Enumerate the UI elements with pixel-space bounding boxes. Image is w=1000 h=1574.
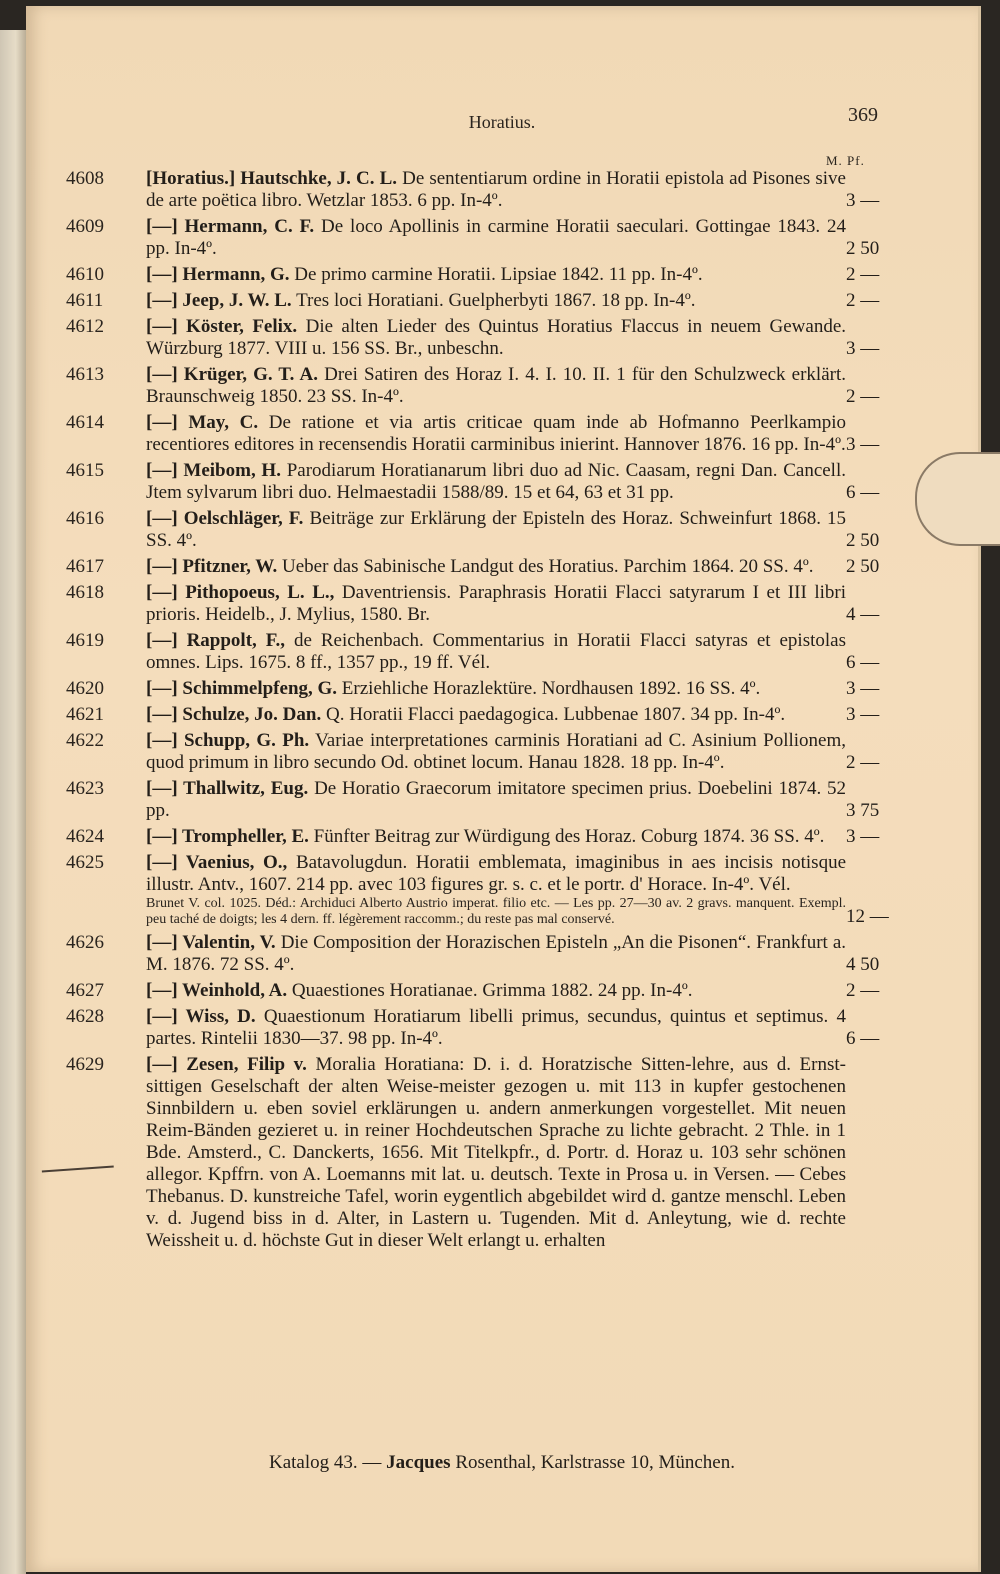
price-column-header: M. Pf. — [826, 153, 865, 168]
entry-number: 4621 — [66, 704, 104, 725]
catalog-entry — [66, 826, 936, 848]
footer-address: Rosenthal, Karlstrasse 10, München. — [455, 1452, 735, 1473]
entry-description: Die alten Lieder des Quintus Horatius Flaccus in neuem Gewande. Würzburg 1877. VIII u. 156 SS. Br., unbeschn. — [146, 316, 847, 359]
entry-number: 4624 — [66, 826, 104, 847]
entry-price: 3 — — [846, 826, 880, 847]
entry-number: 4611 — [66, 290, 104, 311]
entry-number: 4618 — [66, 582, 104, 603]
entry-author: [—] Valentin, V. — [146, 932, 276, 953]
entry-author: [—] Zesen, Filip v. — [146, 1054, 307, 1075]
entry-number: 4613 — [66, 364, 104, 385]
entry-text — [146, 630, 846, 674]
entry-description: Drei Satiren des Horaz I. 4. I. 10. II. 1 für den Schulzweck erklärt. Braunschweig 1850. 23 SS. In-4º. — [146, 364, 847, 407]
entry-description: Erziehliche Horazlektüre. Nordhausen 1892. 16 SS. 4º. — [341, 678, 761, 699]
catalog-entry — [66, 168, 936, 212]
entry-description: De Horatio Graecorum imitatore specimen prius. Doebelini 1874. 52 pp. — [146, 778, 847, 821]
entry-description: Die Composition der Horazischen Episteln „An die Pisonen“. Frankfurt a. M. 1876. 72 SS. 4º. — [146, 932, 847, 975]
catalog-entry — [66, 264, 936, 286]
entry-author: [—] Krüger, G. T. A. — [146, 364, 318, 385]
entry-author: [—] May, C. — [146, 412, 259, 433]
catalog-entry — [66, 852, 936, 928]
entry-author: [—] Schupp, G. Ph. — [146, 730, 310, 751]
entry-number: 4615 — [66, 460, 104, 481]
entry-price: 3 — — [846, 678, 880, 699]
entry-number: 4610 — [66, 264, 104, 285]
page-number: 369 — [848, 104, 878, 126]
entry-description: Daventriensis. Paraphrasis Horatii Flacci satyrarum I et III libri prioris. Heidelb., J. Mylius, 1580. Br. — [146, 582, 846, 625]
entry-text — [146, 582, 846, 626]
catalog-entry — [66, 290, 936, 312]
entry-number: 4612 — [66, 316, 104, 337]
entry-number: 4620 — [66, 678, 104, 699]
catalog-entry — [66, 630, 936, 674]
entry-note: Brunet V. col. 1025. Déd.: Archiduci Alberto Austrio imperat. filio etc. — Les pp. 27—30 av. 2 gravs. manquent. Exempl. peu taché de doigts; les 4 dern. ff. légèrement raccomm.; du reste pas mal conservé. — [146, 896, 846, 927]
entry-text — [146, 1054, 846, 1252]
entry-number: 4623 — [66, 778, 104, 799]
entry-price: 2 50 — [846, 238, 880, 259]
entry-description: De primo carmine Horatii. Lipsiae 1842. 11 pp. In-4º. — [294, 264, 703, 285]
entry-description: Batavolugdun. Horatii emblemata, imaginibus in aes incisis notisque illustr. Antv., 1607. 214 pp. avec 103 figures gr. s. c. et le portr. d' Horace. In-4º. Vél. — [146, 852, 846, 895]
entry-number: 4629 — [66, 1054, 104, 1075]
entry-description: Fünfter Beitrag zur Würdigung des Horaz. Coburg 1874. 36 SS. 4º. — [313, 826, 825, 847]
catalog-entry — [66, 1006, 936, 1050]
entry-number: 4614 — [66, 412, 104, 433]
entry-number: 4627 — [66, 980, 104, 1001]
entry-text — [146, 1006, 846, 1050]
entry-text — [146, 412, 846, 456]
entry-price: 2 — — [846, 752, 880, 773]
entry-description: Beiträge zur Erklärung der Episteln des Horaz. Schweinfurt 1868. 15 SS. 4º. — [146, 508, 847, 551]
entry-price: 3 — — [846, 704, 880, 725]
entry-price: 2 50 — [846, 530, 880, 551]
entry-author: [—] Vaenius, O., — [146, 852, 288, 873]
entry-text — [146, 264, 846, 286]
entry-author: [—] Köster, Felix. — [146, 316, 298, 337]
entry-price: 4 50 — [846, 954, 880, 975]
entry-text — [146, 316, 846, 360]
catalog-entry — [66, 1054, 936, 1252]
catalog-entry — [66, 556, 936, 578]
entry-author: [—] Hermann, C. F. — [146, 216, 315, 237]
entry-number: 4619 — [66, 630, 104, 651]
entry-number: 4625 — [66, 852, 104, 873]
footer-catalog: Katalog 43. — — [269, 1452, 382, 1473]
entry-text — [146, 216, 846, 260]
entry-author: [—] Rappolt, F., — [146, 630, 286, 651]
entry-price: 6 — — [846, 482, 880, 503]
catalog-entry — [66, 778, 936, 822]
entry-author: [—] Meibom, H. — [146, 460, 281, 481]
catalog-entry — [66, 730, 936, 774]
entry-description: de Reichenbach. Commentarius in Horatii Flacci satyras et epistolas omnes. Lips. 1675. 8 ff., 1357 pp., 19 ff. Vél. — [146, 630, 846, 673]
catalog-entry — [66, 508, 936, 552]
entry-description: Moralia Horatiana: D. i. d. Horatzische Sitten-lehre, aus d. Ernst-sittigen Geselschaft der alten Weise-meister gezogen u. mit 113 in kupfer gestochenen Sinnbildern u. eben soviel erklärungen u. andern anmerkungen vorgestellet. Mit neuen Reim-Bänden gezieret u. in reiner Hochdeutschen Sprache zu lichte gebracht. 2 Thle. in 1 Bde. Amsterd., C. Danckerts, 1656. Mit Titelkpfr., d. Portr. d. Horaz u. 103 sehr schönen allegor. Kpffrn. von A. Loemanns mit lat. u. deutsch. Texte in Prosa u. in Versen. — Cebes Thebanus. D. kunstreiche Tafel, worin eygentlich abgebildet wird d. gantze menschl. Leben v. d. Jugend biss in d. Alter, in Lastern u. Tugenden. Mit d. Anleytung, wie d. rechte Weissheit u. d. höchste Gut in dieser Welt erlangt u. erhalten — [146, 1054, 846, 1251]
entry-price: 2 50 — [846, 556, 880, 577]
entry-price: 2 — — [846, 264, 880, 285]
entry-price: 2 — — [846, 980, 880, 1001]
entry-text — [146, 678, 846, 700]
entry-text — [146, 460, 846, 504]
entry-number: 4626 — [66, 932, 104, 953]
catalog-entry — [66, 216, 936, 260]
entry-description: Quaestiones Horatianae. Grimma 1882. 24 pp. In-4º. — [291, 980, 693, 1001]
entry-number: 4608 — [66, 168, 104, 189]
entry-price: 6 — — [846, 1028, 880, 1049]
entry-price: 2 — — [846, 290, 880, 311]
entry-number: 4609 — [66, 216, 104, 237]
entry-author: [—] Oelschläger, F. — [146, 508, 304, 529]
entry-description: Tres loci Horatiani. Guelpherbyti 1867. 18 pp. In-4º. — [296, 290, 696, 311]
entry-description: Ueber das Sabinische Landgut des Horatius. Parchim 1864. 20 SS. 4º. — [281, 556, 814, 577]
catalog-entry — [66, 412, 936, 456]
entry-text — [146, 364, 846, 408]
catalog-entry — [66, 364, 936, 408]
catalog-entry — [66, 582, 936, 626]
entry-price: 3 — — [846, 338, 880, 359]
entry-description: De loco Apollinis in carmine Horatii saeculari. Gottingae 1843. 24 pp. In-4º. — [146, 216, 847, 259]
entry-author: [—] Pithopoeus, L. L., — [146, 582, 335, 603]
entry-description: Variae interpretationes carminis Horatiani ad C. Asinium Pollionem, quod primum in libro secundo Od. obtinet locum. Hanau 1828. 18 pp. In-4º. — [146, 730, 846, 773]
page-footer — [26, 1452, 978, 1474]
entry-price: 3 — — [846, 190, 880, 211]
catalog-entry — [66, 980, 936, 1002]
entry-number: 4616 — [66, 508, 104, 529]
entry-description: Parodiarum Horatianarum libri duo ad Nic. Caasam, regni Dan. Cancell. Jtem sylvarum libri duo. Helmaestadii 1588/89. 15 et 64, 63 et 31 pp. — [146, 460, 846, 503]
entry-number: 4622 — [66, 730, 104, 751]
entry-text — [146, 778, 846, 822]
entry-text — [146, 508, 846, 552]
entry-author: [—] Schulze, Jo. Dan. — [146, 704, 322, 725]
entry-text — [146, 168, 846, 212]
entry-number: 4617 — [66, 556, 104, 577]
entry-author: [—] Hermann, G. — [146, 264, 290, 285]
catalog-entries — [66, 168, 936, 1256]
entry-description: Quaestionum Horatiarum libelli primus, secundus, quintus et septimus. 4 partes. Rintelii 1830—37. 98 pp. In-4º. — [146, 1006, 846, 1049]
entry-number: 4628 — [66, 1006, 104, 1027]
entry-author: [Horatius.] Hautschke, J. C. L. — [146, 168, 398, 189]
catalog-entry — [66, 704, 936, 726]
entry-text — [146, 852, 846, 896]
entry-text — [146, 290, 846, 312]
entry-description: Q. Horatii Flacci paedagogica. Lubbenae 1807. 34 pp. In-4º. — [325, 704, 786, 725]
entry-author: [—] Jeep, J. W. L. — [146, 290, 292, 311]
catalog-page — [26, 6, 981, 1572]
entry-text — [146, 980, 846, 1002]
entry-author: [—] Pfitzner, W. — [146, 556, 278, 577]
entry-author: [—] Weinhold, A. — [146, 980, 288, 1001]
entry-text — [146, 932, 846, 976]
catalog-entry — [66, 932, 936, 976]
entry-description: De ratione et via artis criticae quam inde ab Hofmanno Peerlkampio recentiores editores in recensendis Horatii carminibus inierint. Hannover 1876. 16 pp. In-4º. — [146, 412, 846, 455]
entry-text — [146, 826, 846, 848]
catalog-entry — [66, 678, 936, 700]
entry-description: De sententiarum ordine in Horatii epistola ad Pisones sive de arte poëtica libro. Wetzlar 1853. 6 pp. In-4º. — [146, 168, 846, 211]
entry-price: 3 75 — [846, 800, 880, 821]
entry-text — [146, 704, 846, 726]
facing-page-edge — [0, 30, 26, 1574]
entry-author: [—] Schimmelpfeng, G. — [146, 678, 338, 699]
thumb-index-tab — [915, 452, 1000, 546]
entry-price: 6 — — [846, 652, 880, 673]
entry-price: 3 — — [846, 434, 880, 455]
footer-publisher: Jacques — [386, 1452, 451, 1473]
entry-price: 2 — — [846, 386, 880, 407]
entry-price: 12 — — [846, 906, 889, 927]
entry-author: [—] Thallwitz, Eug. — [146, 778, 309, 799]
catalog-entry — [66, 460, 936, 504]
entry-author: [—] Trompheller, E. — [146, 826, 309, 847]
entry-author: [—] Wiss, D. — [146, 1006, 256, 1027]
entry-price: 4 — — [846, 604, 880, 625]
catalog-entry — [66, 316, 936, 360]
entry-text — [146, 556, 846, 578]
running-head: Horatius. — [468, 112, 536, 132]
entry-text — [146, 730, 846, 774]
